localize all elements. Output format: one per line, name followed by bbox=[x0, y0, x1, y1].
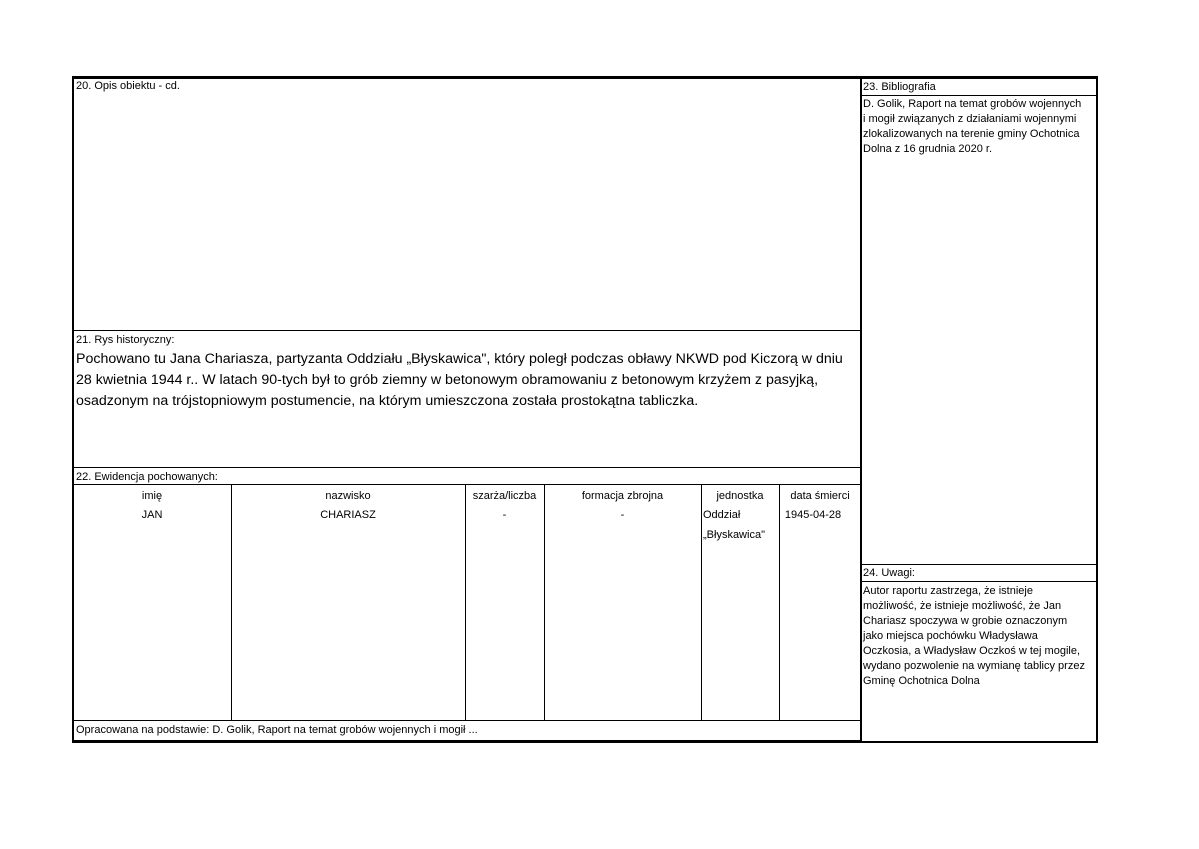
column-header-szarza: szarża/liczba bbox=[472, 490, 537, 502]
cell-jednostka-line-1: Oddział bbox=[703, 509, 741, 521]
column-header-formacja: formacja zbrojna bbox=[581, 490, 664, 502]
section-23-label-rule bbox=[861, 95, 1097, 96]
bibliography-line: zlokalizowanych na terenie gminy Ochotnica bbox=[863, 128, 1080, 140]
remarks-line: Autor raportu zastrzega, że istnieje bbox=[863, 585, 1033, 597]
column-header-imie: imię bbox=[141, 490, 163, 502]
section-23-label: 23. Bibliografia bbox=[863, 81, 936, 93]
cell-nazwisko: CHARIASZ bbox=[320, 509, 376, 521]
section-21-22-rule bbox=[73, 467, 861, 468]
section-24-label-rule bbox=[861, 581, 1097, 582]
section-23-24-rule bbox=[861, 564, 1097, 565]
section-22-label-rule bbox=[73, 484, 861, 485]
section-22-label: 22. Ewidencja pochowanych: bbox=[76, 471, 218, 483]
panel-divider bbox=[860, 77, 862, 742]
cell-formacja: - bbox=[620, 509, 625, 521]
remarks-line: jako miejsca pochówku Władysława bbox=[863, 630, 1038, 642]
remarks-line: Chariasz spoczywa w grobie oznaczonym bbox=[863, 615, 1068, 627]
historical-text-line: Pochowano tu Jana Chariasza, partyzanta Oddziału „Błyskawica", który poległ podczas obławy NKWD pod Kiczorą w dniu bbox=[76, 351, 843, 367]
cell-szarza: - bbox=[502, 509, 507, 521]
left-panel-bottom-rule bbox=[73, 740, 861, 742]
section-20-label: 20. Opis obiektu - cd. bbox=[76, 80, 180, 92]
footer-top-rule bbox=[73, 720, 861, 721]
cell-jednostka-line-2: „Błyskawica" bbox=[703, 529, 765, 541]
section-24-label: 24. Uwagi: bbox=[863, 567, 915, 579]
remarks-line: możliwość, że istnieje możliwość, że Jan bbox=[863, 600, 1062, 612]
bibliography-line: Dolna z 16 grudnia 2020 r. bbox=[863, 143, 993, 155]
remarks-line: Oczkosia, a Władysław Oczkoś w tej mogile, bbox=[863, 645, 1081, 657]
historical-text-line: osadzonym na trójstopniowym postumencie, na którym umieszczona została prostokątna tabliczka. bbox=[76, 393, 699, 409]
remarks-line: Gminę Ochotnica Dolna bbox=[863, 675, 980, 687]
cell-imie: JAN bbox=[141, 509, 163, 521]
cell-data-smierci: 1945-04-28 bbox=[784, 509, 842, 521]
section-20-21-rule bbox=[73, 330, 861, 331]
column-header-data: data śmierci bbox=[790, 490, 850, 502]
bibliography-line: i mogił związanych z działaniami wojennymi bbox=[863, 113, 1077, 125]
historical-text-line: 28 kwietnia 1944 r.. W latach 90-tych był to grób ziemny w betonowym obramowaniu z betonowym krzyżem z pasyjką, bbox=[76, 372, 819, 388]
column-header-jednostka: jednostka bbox=[716, 490, 764, 502]
bibliography-line: D. Golik, Raport na temat grobów wojennych bbox=[863, 98, 1082, 110]
remarks-line: wydano pozwolenie na wymianę tablicy przez bbox=[863, 660, 1085, 672]
column-header-nazwisko: nazwisko bbox=[325, 490, 371, 502]
source-footer: Opracowana na podstawie: D. Golik, Raport na temat grobów wojennych i mogił ... bbox=[76, 724, 478, 736]
section-21-label: 21. Rys historyczny: bbox=[76, 334, 175, 346]
table-col-sep-4 bbox=[701, 485, 702, 720]
